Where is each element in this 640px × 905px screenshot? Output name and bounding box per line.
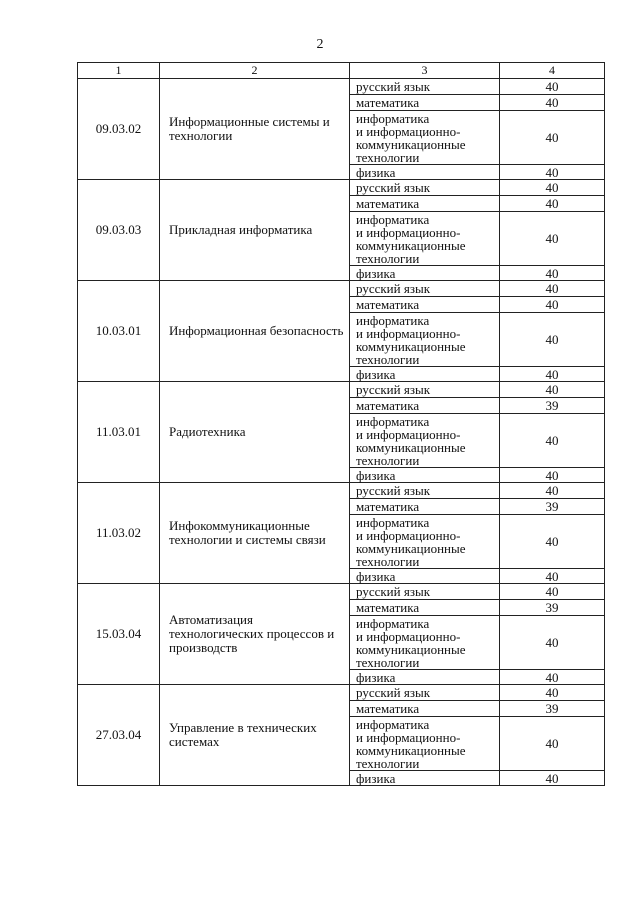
program-code: 09.03.02 (78, 79, 160, 180)
minimum-score: 40 (500, 212, 605, 266)
program-name: Информационная безопасность (160, 281, 350, 382)
minimum-score: 40 (500, 165, 605, 180)
exam-subject: математика (350, 701, 500, 717)
exam-subject: физика (350, 569, 500, 584)
minimum-score: 40 (500, 670, 605, 685)
minimum-score: 40 (500, 111, 605, 165)
minimum-score: 40 (500, 95, 605, 111)
exam-subject: физика (350, 771, 500, 786)
table-row (78, 584, 605, 600)
exam-subject: физика (350, 165, 500, 180)
exam-subject: информатика и информационно- коммуникационные технологии (350, 616, 500, 670)
admission-scores-table (77, 62, 605, 786)
minimum-score: 40 (500, 281, 605, 297)
program-code: 27.03.04 (78, 685, 160, 786)
program-name: Радиотехника (160, 382, 350, 483)
minimum-score: 40 (500, 180, 605, 196)
minimum-score: 39 (500, 600, 605, 616)
exam-subject: информатика и информационно- коммуникационные технологии (350, 212, 500, 266)
exam-subject: информатика и информационно- коммуникационные технологии (350, 111, 500, 165)
minimum-score: 40 (500, 414, 605, 468)
exam-subject: математика (350, 499, 500, 515)
exam-subject: русский язык (350, 180, 500, 196)
column-header: 4 (500, 63, 605, 79)
minimum-score: 40 (500, 717, 605, 771)
exam-subject: русский язык (350, 382, 500, 398)
table-row (78, 483, 605, 499)
program-name: Информационные системы и технологии (160, 79, 350, 180)
minimum-score: 40 (500, 685, 605, 701)
program-code: 09.03.03 (78, 180, 160, 281)
program-name: Управление в технических системах (160, 685, 350, 786)
minimum-score: 40 (500, 468, 605, 483)
minimum-score: 40 (500, 483, 605, 499)
column-number-row (78, 63, 605, 79)
minimum-score: 40 (500, 569, 605, 584)
column-header: 1 (78, 63, 160, 79)
exam-subject: информатика и информационно- коммуникационные технологии (350, 313, 500, 367)
minimum-score: 40 (500, 367, 605, 382)
minimum-score: 39 (500, 701, 605, 717)
program-code: 11.03.01 (78, 382, 160, 483)
page-number: 2 (316, 37, 324, 52)
program-name: Автоматизация технологических процессов и производств (160, 584, 350, 685)
exam-subject: информатика и информационно- коммуникационные технологии (350, 515, 500, 569)
program-name: Инфокоммуникационные технологии и системы связи (160, 483, 350, 584)
minimum-score: 40 (500, 266, 605, 281)
exam-subject: математика (350, 95, 500, 111)
exam-subject: математика (350, 398, 500, 414)
minimum-score: 40 (500, 771, 605, 786)
exam-subject: информатика и информационно- коммуникационные технологии (350, 414, 500, 468)
exam-subject: физика (350, 367, 500, 382)
program-code: 15.03.04 (78, 584, 160, 685)
exam-subject: математика (350, 297, 500, 313)
minimum-score: 40 (500, 196, 605, 212)
exam-subject: математика (350, 600, 500, 616)
minimum-score: 39 (500, 398, 605, 414)
column-header: 3 (350, 63, 500, 79)
table-body (78, 79, 605, 786)
exam-subject: русский язык (350, 281, 500, 297)
minimum-score: 40 (500, 515, 605, 569)
minimum-score: 40 (500, 79, 605, 95)
table-row (78, 281, 605, 297)
minimum-score: 40 (500, 616, 605, 670)
exam-subject: русский язык (350, 483, 500, 499)
table-row (78, 180, 605, 196)
exam-subject: физика (350, 266, 500, 281)
exam-subject: русский язык (350, 685, 500, 701)
minimum-score: 40 (500, 584, 605, 600)
minimum-score: 40 (500, 382, 605, 398)
program-code: 11.03.02 (78, 483, 160, 584)
exam-subject: русский язык (350, 584, 500, 600)
table-row (78, 685, 605, 701)
exam-subject: физика (350, 670, 500, 685)
exam-subject: физика (350, 468, 500, 483)
column-header: 2 (160, 63, 350, 79)
program-code: 10.03.01 (78, 281, 160, 382)
exam-subject: информатика и информационно- коммуникационные технологии (350, 717, 500, 771)
exam-subject: русский язык (350, 79, 500, 95)
minimum-score: 40 (500, 313, 605, 367)
exam-subject: математика (350, 196, 500, 212)
program-name: Прикладная информатика (160, 180, 350, 281)
minimum-score: 40 (500, 297, 605, 313)
minimum-score: 39 (500, 499, 605, 515)
table-row (78, 79, 605, 95)
table-row (78, 382, 605, 398)
